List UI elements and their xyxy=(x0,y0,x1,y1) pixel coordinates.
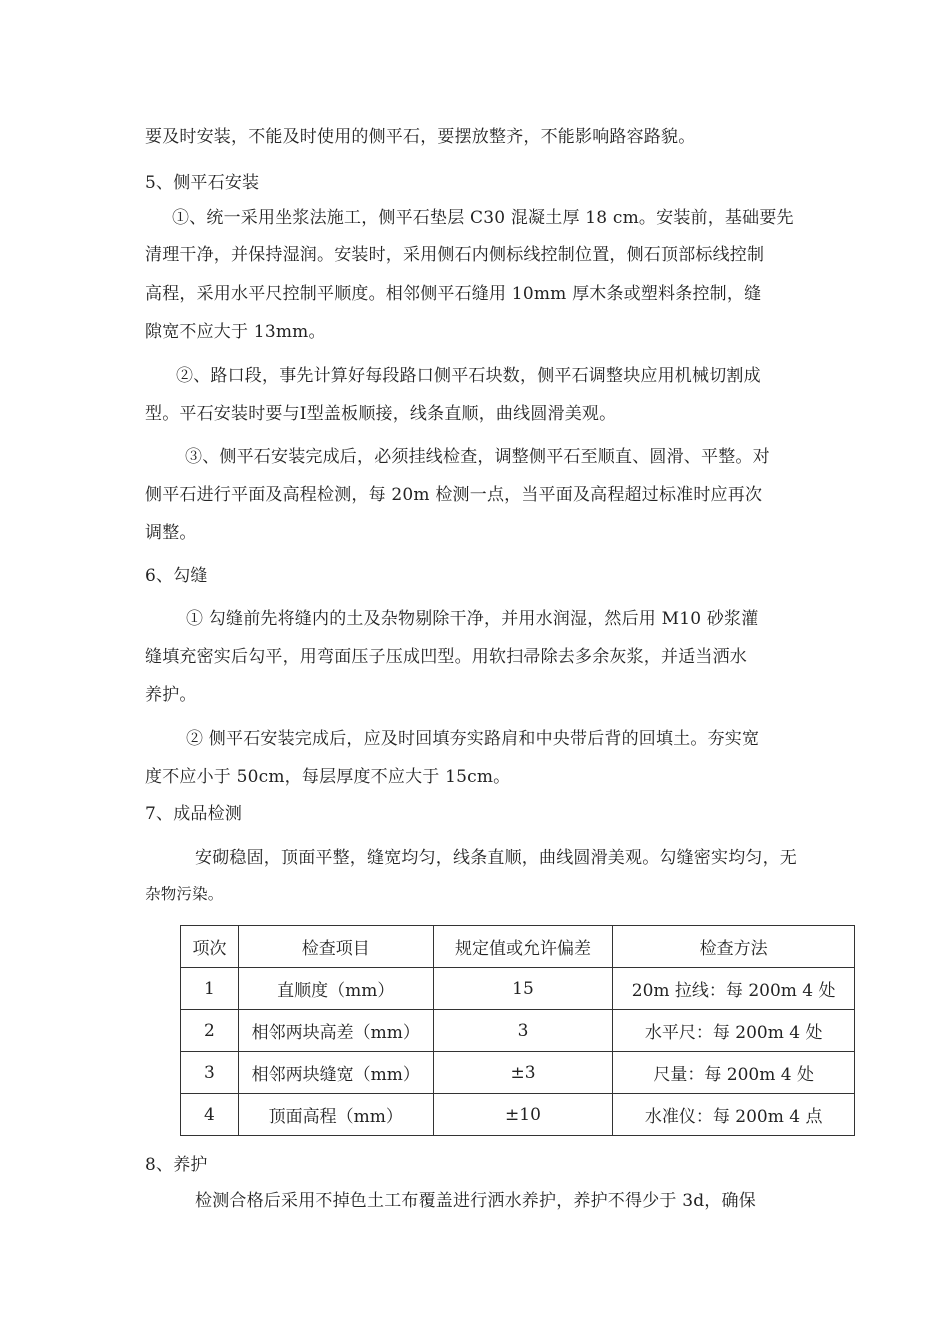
table-row xyxy=(181,1094,855,1136)
paragraph-line: ②、路口段，事先计算好每段路口侧平石块数，侧平石调整块应用机械切割成 xyxy=(176,366,761,386)
table-cell: 直顺度（mm） xyxy=(238,968,433,1010)
table-cell: 相邻两块高差（mm） xyxy=(238,1010,433,1052)
table-cell: 2 xyxy=(181,1010,239,1052)
table-cell: 3 xyxy=(181,1052,239,1094)
inspection-table xyxy=(180,925,855,1136)
paragraph-line: ①、统一采用坐浆法施工，侧平石垫层 C30 混凝土厚 18 cm。安装前，基础要先 xyxy=(172,208,794,228)
paragraph-line: 安砌稳固，顶面平整，缝宽均匀，线条直顺，曲线圆滑美观。勾缝密实均匀，无 xyxy=(195,848,797,868)
paragraph-line: ③、侧平石安装完成后，必须挂线检查，调整侧平石至顺直、圆滑、平整。对 xyxy=(185,447,770,467)
table-header-cell: 检查方法 xyxy=(613,926,855,968)
paragraph-line: 度不应小于 50cm，每层厚度不应大于 15cm。 xyxy=(145,767,511,787)
table-row xyxy=(181,1010,855,1052)
table-cell: 尺量：每 200m 4 处 xyxy=(613,1052,855,1094)
paragraph-line: 侧平石进行平面及高程检测，每 20m 检测一点，当平面及高程超过标准时应再次 xyxy=(145,485,763,505)
paragraph-line: 调整。 xyxy=(145,523,197,543)
table-cell: ±10 xyxy=(433,1094,613,1136)
paragraph-line: 杂物污染。 xyxy=(145,885,224,903)
table-cell: 顶面高程（mm） xyxy=(238,1094,433,1136)
paragraph-line: 型。平石安装时要与Ⅰ型盖板顺接，线条直顺，曲线圆滑美观。 xyxy=(145,404,617,424)
paragraph-line: 清理干净，并保持湿润。安装时，采用侧石内侧标线控制位置，侧石顶部标线控制 xyxy=(145,245,765,265)
table-cell: 水准仪：每 200m 4 点 xyxy=(613,1094,855,1136)
paragraph-line: 养护。 xyxy=(145,685,197,705)
table-cell: 水平尺：每 200m 4 处 xyxy=(613,1010,855,1052)
paragraph-line: 检测合格后采用不掉色土工布覆盖进行洒水养护，养护不得少于 3d，确保 xyxy=(195,1191,756,1211)
table-cell: 3 xyxy=(433,1010,613,1052)
table-header-row xyxy=(181,926,855,968)
table-row xyxy=(181,1052,855,1094)
section-heading: 7、成品检测 xyxy=(145,804,243,824)
table-cell: 相邻两块缝宽（mm） xyxy=(238,1052,433,1094)
paragraph-line: 隙宽不应大于 13mm。 xyxy=(145,322,326,342)
table-cell: 4 xyxy=(181,1094,239,1136)
table-cell: 15 xyxy=(433,968,613,1010)
table-cell: 20m 拉线：每 200m 4 处 xyxy=(613,968,855,1010)
table-header-cell: 规定值或允许偏差 xyxy=(433,926,613,968)
paragraph-line: 高程，采用水平尺控制平顺度。相邻侧平石缝用 10mm 厚木条或塑料条控制，缝 xyxy=(145,284,762,304)
section-heading: 8、养护 xyxy=(145,1155,208,1175)
table-cell: 1 xyxy=(181,968,239,1010)
paragraph-line: ② 侧平石安装完成后，应及时回填夯实路肩和中央带后背的回填土。夯实宽 xyxy=(186,729,760,749)
paragraph-line: 要及时安装，不能及时使用的侧平石，要摆放整齐，不能影响路容路貌。 xyxy=(145,127,696,147)
paragraph-line: 缝填充密实后勾平，用弯面压子压成凹型。用软扫帚除去多余灰浆，并适当洒水 xyxy=(145,647,747,667)
table-row xyxy=(181,968,855,1010)
table-cell: ±3 xyxy=(433,1052,613,1094)
table-header-cell: 项次 xyxy=(181,926,239,968)
table-header-cell: 检查项目 xyxy=(238,926,433,968)
section-heading: 5、侧平石安装 xyxy=(145,173,260,193)
paragraph-line: ① 勾缝前先将缝内的土及杂物剔除干净，并用水润湿，然后用 M10 砂浆灌 xyxy=(186,609,759,629)
section-heading: 6、勾缝 xyxy=(145,566,208,586)
